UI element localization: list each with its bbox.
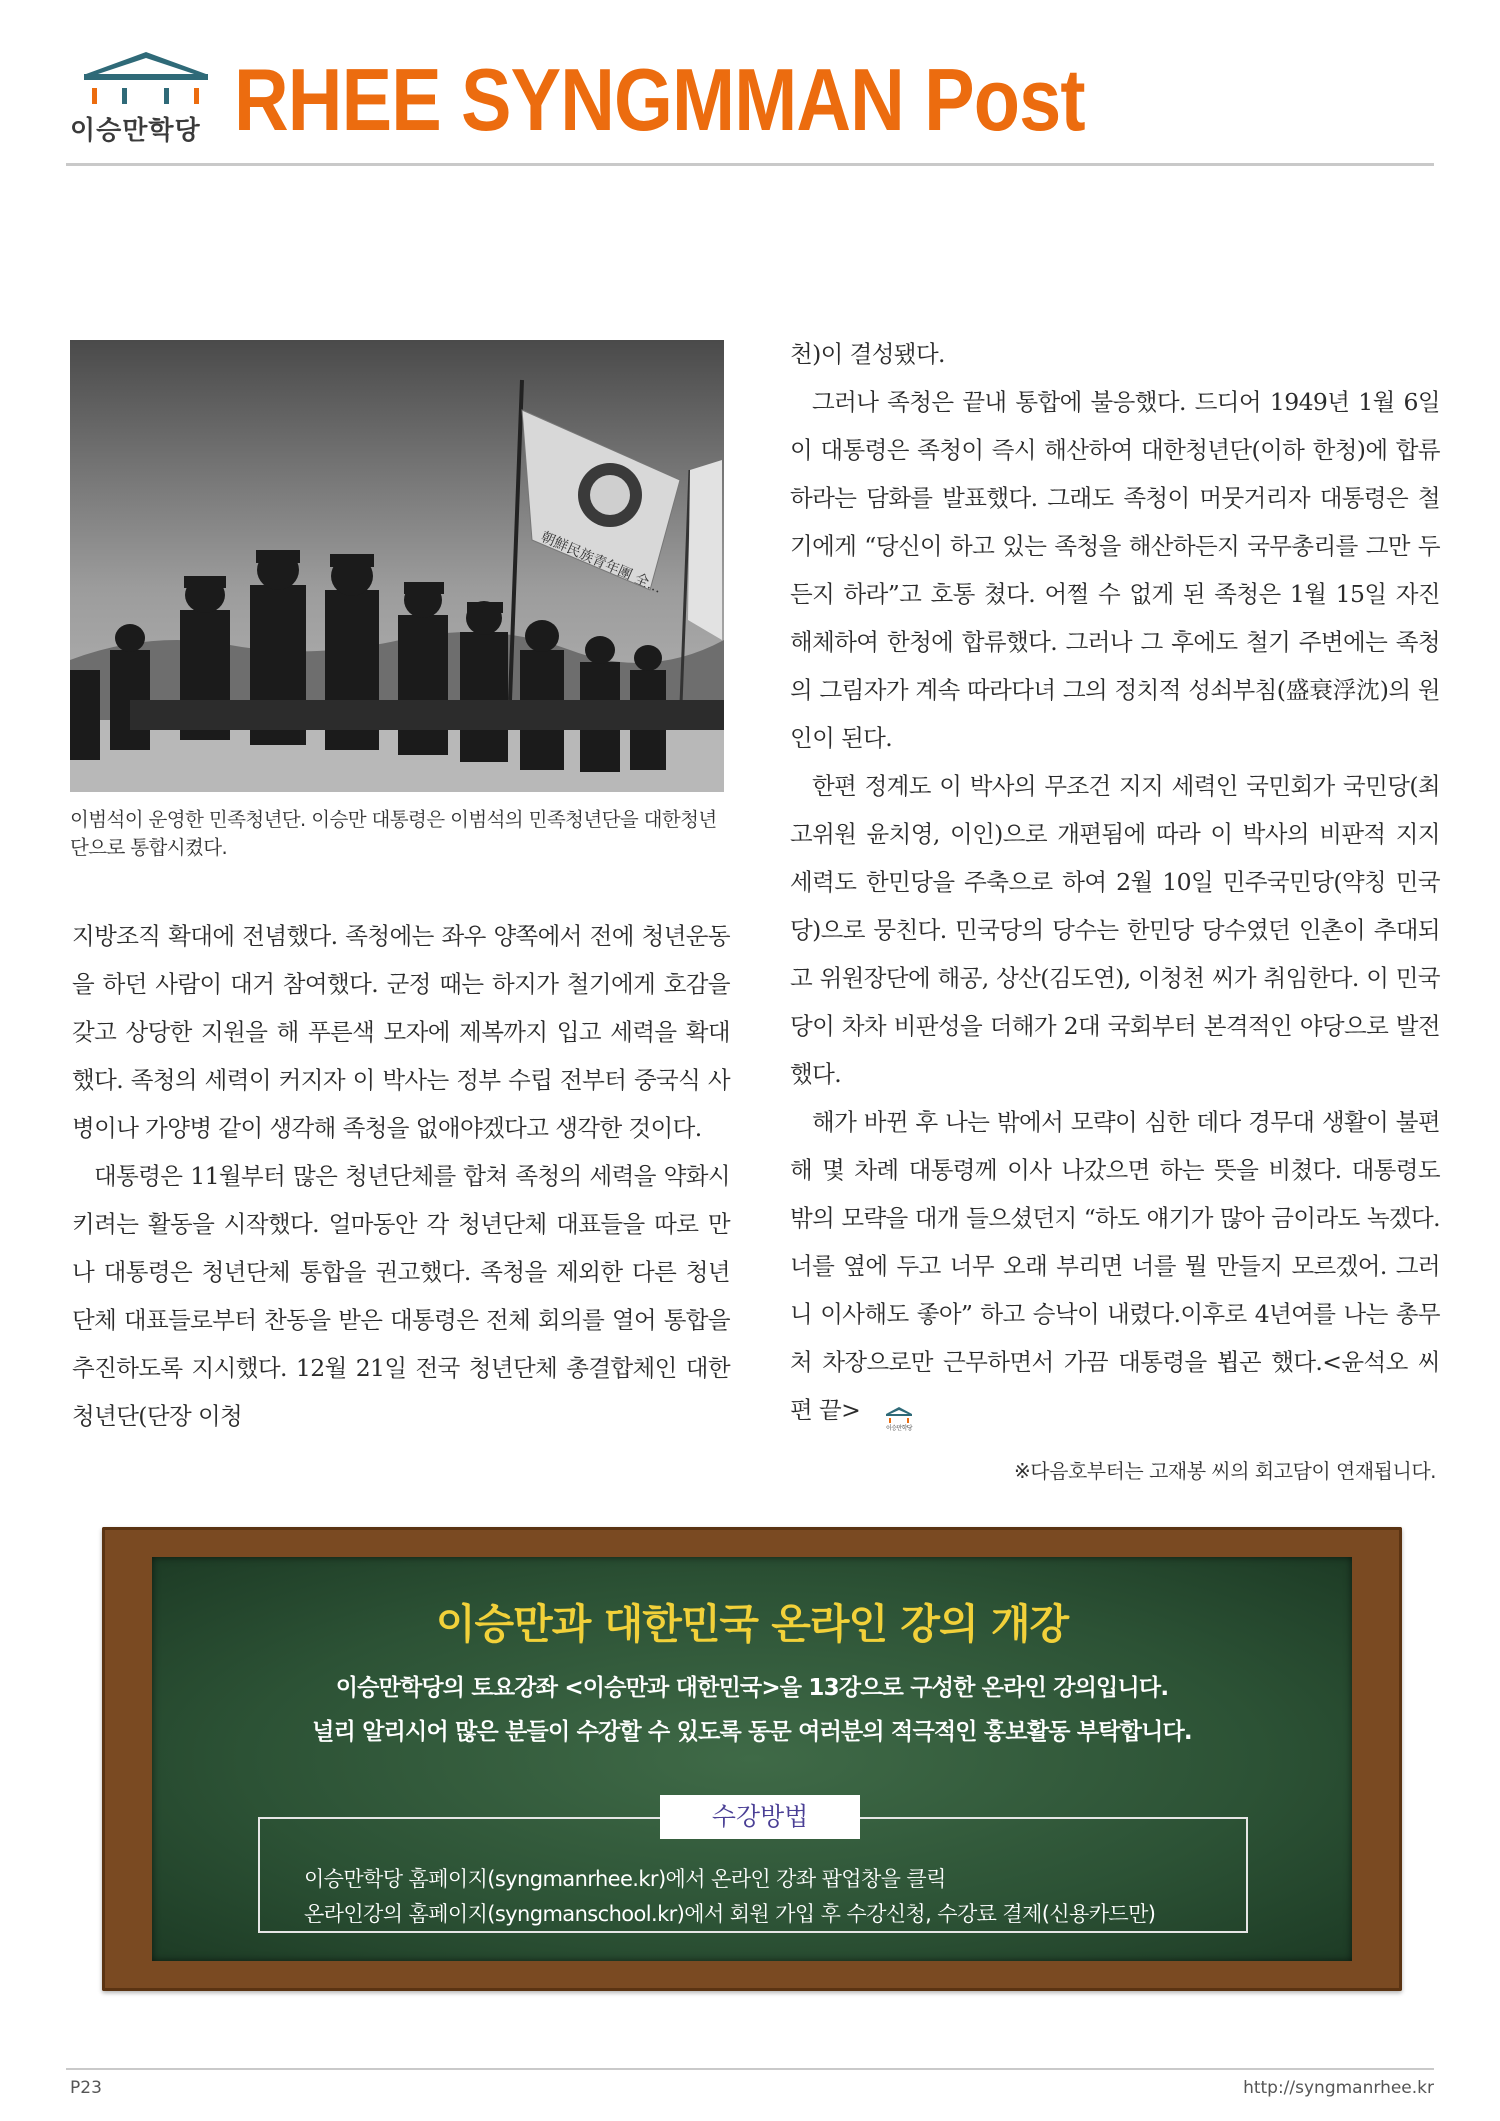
historical-photo [70, 340, 724, 792]
article-paragraph: 대통령은 11월부터 많은 청년단체를 합쳐 족청의 세력을 약화시키려는 활동을 시작했다. 얼마동안 각 청년단체 대표들을 따로 만나 대통령은 청년단체 통합을 권고했다. 족청을 제외한 다른 청년단체 대표들로부터 찬동을 받은 대통령은 전체 회의를 열어 통합을 추진하도록 지시했다. 12월 21일 전국 청년단체 총결합체인 대한청년단(단장 이청 [72, 1162, 730, 1430]
notice-line: 널리 알리시어 많은 분들이 수강할 수 있도록 동문 여러분의 적극적인 홍보활동 부탁합니다. [312, 1719, 1192, 1745]
header-divider [66, 163, 1434, 166]
enrollment-method-label: 수강방법 [660, 1795, 860, 1839]
article-closing-text: 해가 바뀐 후 나는 밖에서 모략이 심한 데다 경무대 생활이 불편해 몇 차례 대통령께 이사 나갔으면 하는 뜻을 비쳤다. 대통령도 밖의 모략을 대개 들으셨던지 “하도 얘기가 많아 금이라도 녹겠다. 너를 옆에 두고 너무 오래 부리면 너를 뭘 만들지 모르겠어. 그러니 이사해도 좋아” 하고 승낙이 내렸다.이후로 4년여를 나는 총무처 차장으로만 근무하면서 가끔 대통령을 뵙곤 했다.<윤석오 씨 편 끝> [790, 1108, 1440, 1424]
footer-url: http://syngmanrhee.kr [1243, 2078, 1434, 2098]
article-paragraph: 그러나 족청은 끝내 통합에 불응했다. 드디어 1949년 1월 6일 이 대통령은 족청이 즉시 해산하여 대한청년단(이하 한청)에 합류하라는 담화를 발표했다. 그래도 족청이 머뭇거리자 대통령은 철기에게 “당신이 하고 있는 족청을 해산하든지 국무총리를 그만 두든지 하라”고 호통 쳤다. 어쩔 수 없게 된 족청은 1월 15일 자진 해체하여 한청에 합류했다. 그러나 그 후에도 철기 주변에는 족청의 그림자가 계속 따라다녀 그의 정치적 성쇠부침(盛衰浮沈)의 원인이 된다. [790, 388, 1440, 752]
chalkboard-notice [102, 1527, 1402, 1991]
next-issue-note: ※다음호부터는 고재봉 씨의 회고담이 연재됩니다. [1014, 1459, 1436, 1483]
article-column-left [72, 912, 730, 1440]
footer-divider [66, 2068, 1434, 2070]
logo [66, 48, 226, 158]
enrollment-step: 온라인강의 홈페이지(syngmanschool.kr)에서 회원 가입 후 수강신청, 수강료 결제(신용카드만) [304, 1902, 1156, 1926]
publication-title: RHEE SYNGMMAN Post [234, 50, 1085, 149]
enrollment-method-box [258, 1802, 1248, 1933]
article-paragraph [790, 1098, 1440, 1434]
notice-line: 이승만학당의 토요강좌 <이승만과 대한민국>을 13강으로 구성한 온라인 강의입니다. [335, 1675, 1169, 1701]
photo-caption: 이범석이 운영한 민족청년단. 이승만 대통령은 이범석의 민족청년단을 대한청년단으로 통합시켰다. [70, 808, 717, 859]
school-building-icon [66, 48, 226, 110]
youth-corps-parade-image [70, 340, 724, 792]
article-column-right [790, 330, 1440, 1434]
masthead [66, 48, 1432, 166]
article-paragraph: 지방조직 확대에 전념했다. 족청에는 좌우 양쪽에서 전에 청년운동을 하던 사람이 대거 참여했다. 군정 때는 하지가 철기에게 호감을 갖고 상당한 지원을 해 푸른색 모자에 제복까지 입고 세력을 확대했다. 족청의 세력이 커지자 이 박사는 정부 수립 전부터 중국식 사병이나 가양병 같이 생각해 족청을 없애야겠다고 생각한 것이다. [72, 922, 730, 1142]
chalkboard-surface [152, 1557, 1352, 1961]
enrollment-step: 이승만학당 홈페이지(syngmanrhee.kr)에서 온라인 강좌 팝업창을 클릭 [304, 1867, 946, 1891]
page-number: P23 [70, 2078, 102, 2098]
end-mark-logo [860, 1399, 913, 1431]
school-building-icon [882, 1405, 916, 1431]
article-paragraph: 천)이 결성됐다. [790, 340, 945, 368]
logo-text: 이승만학당 [70, 116, 201, 146]
flag-text: 朝鮮民族青年團 全… [538, 529, 665, 597]
notice-title: 이승만과 대한민국 온라인 강의 개강 [435, 1600, 1069, 1648]
article-paragraph: 한편 정계도 이 박사의 무조건 지지 세력인 국민회가 국민당(최고위원 윤치영, 이인)으로 개편됨에 따라 이 박사의 비판적 지지 세력도 한민당을 주축으로 하여 2월 10일 민주국민당(약칭 민국당)으로 뭉친다. 민국당의 당수는 한민당 당수였던 인촌이 추대되고 위원장단에 해공, 상산(김도연), 이청천 씨가 취임한다. 이 민국당이 차차 비판성을 더해가 2대 국회부터 본격적인 야당으로 발전했다. [790, 772, 1440, 1088]
end-logo-text: 이승만학당 [886, 1424, 913, 1431]
